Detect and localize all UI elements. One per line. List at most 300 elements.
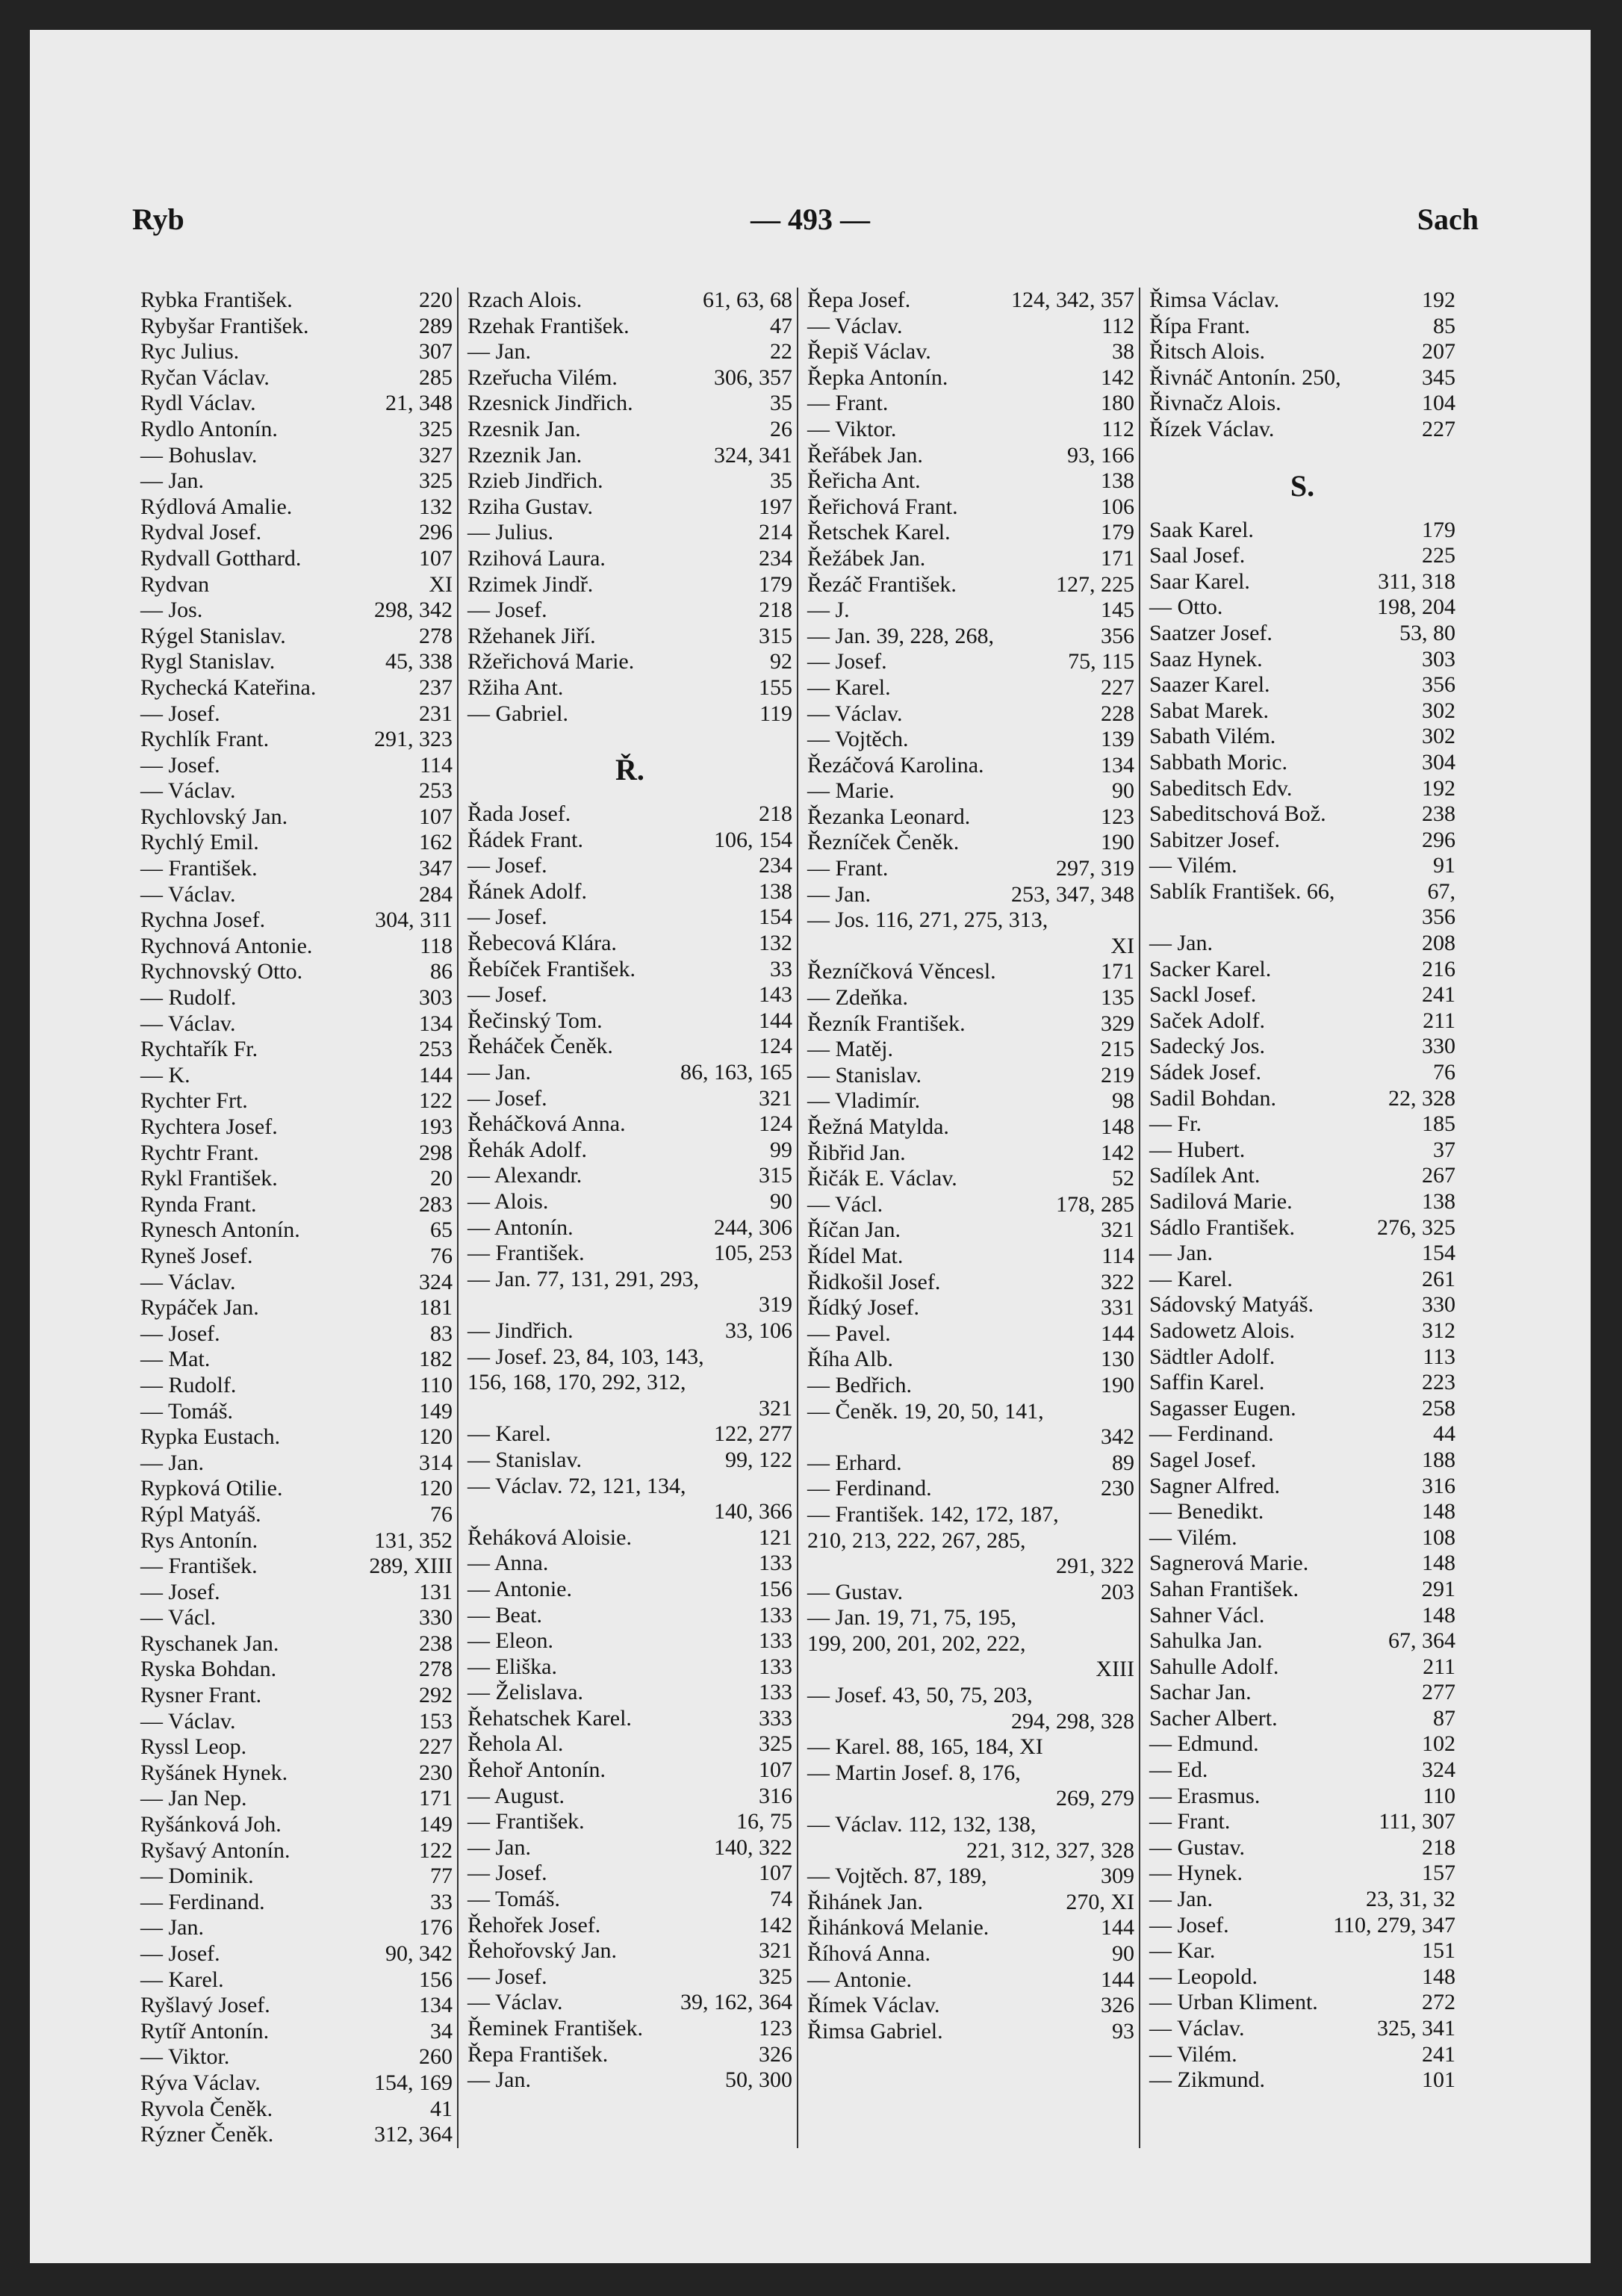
entry-name: — Josef.: [467, 1861, 547, 1886]
entry-name: Řehola Al.: [467, 1731, 564, 1757]
entry-name: — Josef. 43, 50, 75, 203,: [807, 1683, 1033, 1708]
index-entry: [1149, 1680, 1455, 1706]
index-column-3: [797, 288, 1139, 2148]
entry-name: Sabeditschová Bož.: [1149, 801, 1326, 827]
entry-page-refs: 99: [770, 1137, 792, 1162]
entry-name: — Erhard.: [807, 1450, 902, 1475]
entry-page-refs: 253, 347, 348: [1011, 881, 1134, 907]
index-entry: [140, 1760, 453, 1787]
entry-page-refs: 112: [1101, 416, 1134, 441]
entry-page-refs: 122: [419, 1837, 453, 1863]
entry-name: — Bohuslav.: [140, 442, 258, 468]
entry-name: — Jan. 39, 228, 268,: [807, 623, 994, 648]
index-entry: [807, 520, 1134, 546]
entry-page-refs: 192: [1422, 775, 1455, 801]
entry-name: Řihánková Melanie.: [807, 1915, 989, 1940]
entry-name: Řádek Frant.: [467, 827, 583, 852]
index-entry: [140, 753, 453, 779]
index-entry: [140, 314, 453, 340]
index-entry: [807, 2019, 1134, 2045]
entry-page-refs: 120: [419, 1476, 453, 1501]
entry-name: — Karel.: [807, 674, 891, 700]
entry-page-refs: 22: [770, 339, 792, 364]
entry-page-refs: 267: [1422, 1163, 1455, 1188]
entry-page-refs: 283: [419, 1191, 453, 1217]
index-entry: [1149, 1267, 1455, 1293]
entry-page-refs: 113: [1423, 1344, 1455, 1369]
entry-name: Saak Karel.: [1149, 517, 1254, 542]
entry-name: — Josef.: [140, 1321, 220, 1346]
entry-page-refs: 214: [759, 520, 792, 545]
index-entry: [807, 1141, 1134, 1167]
entry-name: Sádek Josef.: [1149, 1060, 1261, 1085]
entry-page-refs: 156: [419, 1967, 453, 1992]
index-entry: [140, 701, 453, 727]
index-entry: [1149, 1628, 1455, 1654]
entry-page-refs: 231: [419, 701, 453, 726]
index-entry: [140, 1967, 453, 1994]
entry-name: — Beat.: [467, 1602, 542, 1628]
index-entry: [140, 391, 453, 417]
entry-name: — Josef. 23, 84, 103, 143,: [467, 1344, 704, 1369]
entry-page-refs: 278: [419, 1657, 453, 1682]
index-entry: [140, 1683, 453, 1709]
index-entry: [1149, 2042, 1455, 2068]
entry-page-refs: 228: [1101, 701, 1134, 726]
index-entry: [1149, 698, 1455, 725]
index-entry: [1149, 1241, 1455, 1267]
entry-name: Řežábek Jan.: [807, 545, 926, 571]
entry-name: Rys Antonín.: [140, 1527, 258, 1553]
entry-page-refs: 356: [1101, 623, 1134, 648]
entry-name: Rydlo Antonín.: [140, 416, 278, 441]
entry-name: Rybyšar František.: [140, 313, 309, 338]
entry-page-refs: 138: [1422, 1189, 1455, 1214]
index-entry: [1149, 647, 1455, 673]
index-entry: [807, 1321, 1134, 1347]
index-entry: [807, 1166, 1134, 1192]
entry-page-refs: 106: [1101, 494, 1134, 519]
entry-name: Rzesnik Jan.: [467, 416, 581, 441]
index-entry: [140, 1476, 453, 1502]
entry-page-refs: 123: [1101, 804, 1134, 829]
entry-page-refs: 306, 357: [714, 364, 792, 390]
index-entry: [467, 2042, 792, 2068]
index-entry: [1149, 1887, 1455, 1913]
entry-page-refs: 347: [419, 856, 453, 881]
index-entry: [140, 2097, 453, 2123]
entry-page-refs: 107: [759, 1757, 792, 1783]
entry-name: Řečinský Tom.: [467, 1008, 603, 1033]
entry-page-refs: 107: [419, 804, 453, 829]
entry-name: Sablík František. 66,: [1149, 878, 1335, 904]
entry-name: — Fr.: [1149, 1111, 1202, 1137]
entry-page-refs: 330: [419, 1605, 453, 1631]
index-entry: [467, 1474, 792, 1500]
index-entry: [467, 1628, 792, 1654]
entry-page-refs: 253: [419, 1037, 453, 1062]
index-entry: [467, 879, 792, 905]
index-entry: [807, 572, 1134, 598]
index-entry: [1149, 1396, 1455, 1422]
entry-page-refs: 208: [1422, 931, 1455, 956]
index-entry-continuation: [807, 1786, 1134, 1812]
index-entry: [140, 572, 453, 598]
index-entry: [467, 1138, 792, 1164]
index-column-4: [1139, 288, 1460, 2148]
entry-name: — Josef.: [467, 982, 547, 1008]
entry-page-refs: 102: [1422, 1731, 1455, 1757]
index-entry: [1149, 1861, 1455, 1887]
index-entry: [1149, 1577, 1455, 1603]
entry-name: Řepiš Václav.: [807, 339, 931, 364]
entry-page-refs: 179: [1101, 520, 1134, 545]
entry-page-refs: 149: [419, 1812, 453, 1837]
index-entry: [467, 1370, 792, 1396]
index-entry: [140, 1141, 453, 1167]
index-entry: [1149, 1835, 1455, 1861]
index-entry: [140, 1502, 453, 1528]
entry-page-refs: 192: [1422, 288, 1455, 312]
index-entry: [140, 1270, 453, 1296]
entry-name: — Jan.: [140, 1915, 204, 1940]
entry-page-refs: 74: [770, 1887, 792, 1912]
index-entry-continuation: [807, 1838, 1134, 1864]
index-entry-continuation: [467, 1292, 792, 1318]
entry-page-refs: 118: [420, 933, 453, 958]
entry-page-refs: 181: [419, 1295, 453, 1321]
entry-name: — Edmund.: [1149, 1731, 1259, 1757]
index-entry: [140, 882, 453, 908]
index-entry: [807, 985, 1134, 1011]
entry-name: Sahulle Adolf.: [1149, 1654, 1279, 1679]
entry-page-refs: 77: [430, 1864, 453, 1889]
entry-page-refs: 140, 366: [714, 1499, 792, 1524]
index-entry: [140, 288, 453, 314]
index-entry: [1149, 595, 1455, 621]
index-entry: [140, 675, 453, 701]
index-entry: [807, 1192, 1134, 1218]
entry-page-refs: 21, 348: [385, 391, 453, 416]
index-entry: [140, 1528, 453, 1554]
entry-name: 210, 213, 222, 267, 285,: [807, 1527, 1026, 1553]
index-entry: [140, 2044, 453, 2070]
index-entry: [140, 1838, 453, 1864]
index-entry: [807, 1373, 1134, 1399]
entry-page-refs: 131: [419, 1579, 453, 1604]
entry-page-refs: 90, 342: [385, 1941, 453, 1966]
entry-page-refs: 176: [419, 1915, 453, 1940]
index-entry: [467, 1757, 792, 1784]
entry-page-refs: 330: [1422, 1034, 1455, 1059]
entry-page-refs: 145: [1101, 598, 1134, 623]
entry-page-refs: 110: [420, 1372, 453, 1397]
entry-page-refs: 35: [770, 391, 792, 416]
entry-page-refs: 157: [1422, 1861, 1455, 1886]
index-entry: [467, 931, 792, 957]
entry-name: — Josef.: [140, 752, 220, 778]
entry-page-refs: 315: [759, 1163, 792, 1188]
index-entry: [807, 1734, 1134, 1760]
entry-page-refs: 122: [419, 1088, 453, 1114]
entry-name: Řivnačz Alois.: [1149, 391, 1281, 416]
entry-page-refs: 67,: [1427, 878, 1455, 904]
entry-page-refs: 272: [1422, 1990, 1455, 2015]
index-entry: [1149, 1318, 1455, 1344]
index-entry: [1149, 801, 1455, 828]
index-entry: [807, 959, 1134, 985]
entry-name: Řepka Antonín.: [807, 364, 948, 390]
entry-name: — Urban Kliment.: [1149, 1990, 1318, 2015]
index-entry: [1149, 365, 1455, 391]
index-entry: [467, 417, 792, 443]
entry-name: — Hynek.: [1149, 1861, 1243, 1886]
entry-name: — Josef.: [140, 701, 220, 726]
entry-page-refs: 53, 80: [1399, 620, 1455, 645]
entry-page-refs: 316: [759, 1783, 792, 1808]
entry-name: Řízek Václav.: [1149, 416, 1275, 441]
entry-page-refs: 148: [1422, 1602, 1455, 1628]
index-entry: [1149, 1138, 1455, 1164]
entry-page-refs: 91: [1433, 853, 1455, 878]
entry-page-refs: 297, 319: [1056, 856, 1134, 881]
entry-page-refs: 171: [1101, 959, 1134, 984]
index-entry: [467, 1887, 792, 1913]
index-entry-continuation: [807, 1657, 1134, 1683]
entry-name: — Gustav.: [1149, 1834, 1246, 1860]
index-entry: [1149, 1551, 1455, 1577]
entry-name: — Otto.: [1149, 595, 1223, 620]
entry-name: Ryneš Josef.: [140, 1243, 253, 1268]
entry-page-refs: 154: [1422, 1241, 1455, 1266]
entry-name: Řezníčková Věncesl.: [807, 959, 996, 984]
entry-name: Řitsch Alois.: [1149, 339, 1266, 364]
index-entry: [467, 1163, 792, 1189]
header-left-catchword: Ryb: [132, 202, 184, 236]
entry-page-refs: 304, 311: [375, 907, 453, 933]
entry-page-refs: 241: [1422, 2041, 1455, 2067]
entry-name: Rychlovský Jan.: [140, 804, 288, 829]
entry-name: Rychtera Josef.: [140, 1114, 278, 1139]
entry-page-refs: 302: [1422, 698, 1455, 723]
index-entry: [467, 1577, 792, 1603]
entry-name: Saatzer Josef.: [1149, 620, 1273, 645]
entry-page-refs: 241: [1422, 982, 1455, 1008]
entry-page-refs: 89: [1112, 1450, 1134, 1475]
index-entry: [807, 314, 1134, 340]
entry-name: — Josef.: [140, 1941, 220, 1966]
entry-page-refs: 135: [1101, 985, 1134, 1011]
index-entry: [140, 985, 453, 1011]
entry-page-refs: 230: [419, 1760, 453, 1785]
index-entry: [140, 1812, 453, 1838]
entry-name: — Karel.: [1149, 1266, 1233, 1291]
entry-name: Ryšlavý Josef.: [140, 1993, 270, 2018]
entry-name: — Frant.: [807, 856, 889, 881]
entry-name: Rzesnick Jindřich.: [467, 391, 633, 416]
entry-page-refs: 144: [1101, 1967, 1134, 1992]
entry-page-refs: 124: [759, 1034, 792, 1059]
index-entry: [140, 1217, 453, 1244]
entry-page-refs: 223: [1422, 1370, 1455, 1395]
entry-page-refs: 65: [430, 1217, 453, 1243]
entry-page-refs: 124: [759, 1111, 792, 1137]
entry-name: — Jos. 116, 271, 275, 313,: [807, 907, 1048, 933]
entry-name: — Jan. 77, 131, 291, 293,: [467, 1266, 699, 1291]
entry-name: Ryvola Čeněk.: [140, 2096, 273, 2121]
index-entry: [807, 1450, 1134, 1477]
entry-page-refs: 180: [1101, 391, 1134, 416]
index-entry: [467, 598, 792, 624]
index-entry: [807, 1605, 1134, 1631]
index-entry: [807, 649, 1134, 675]
entry-page-refs: 34: [430, 2018, 453, 2044]
index-entry: [1149, 1189, 1455, 1215]
index-entry: [1149, 1757, 1455, 1784]
index-entry: [807, 727, 1134, 753]
entry-page-refs: 39, 162, 364: [680, 1990, 792, 2015]
entry-page-refs: 294, 298, 328: [1011, 1708, 1134, 1734]
entry-page-refs: 327: [419, 442, 453, 468]
entry-page-refs: 148: [1422, 1964, 1455, 1989]
entry-name: — František.: [467, 1241, 585, 1266]
entry-name: Rydvan: [140, 571, 210, 597]
entry-page-refs: 132: [419, 494, 453, 519]
entry-name: — Gabriel.: [467, 701, 568, 726]
entry-name: Rydvall Gotthard.: [140, 545, 302, 571]
entry-name: Rzeřucha Vilém.: [467, 364, 618, 390]
index-entry: [140, 649, 453, 675]
entry-name: — Kar.: [1149, 1938, 1216, 1964]
index-entry: [1149, 1344, 1455, 1371]
index-entry: [807, 1399, 1134, 1425]
entry-name: — Antonie.: [467, 1576, 572, 1601]
entry-name: Rychecká Kateřina.: [140, 674, 317, 700]
index-entry: [467, 1680, 792, 1706]
entry-name: — Václav.: [140, 1269, 236, 1294]
entry-name: — Hubert.: [1149, 1137, 1246, 1162]
entry-name: Ryschanek Jan.: [140, 1631, 279, 1656]
index-entry: [1149, 621, 1455, 647]
entry-name: Řeháková Aloisie.: [467, 1524, 632, 1550]
index-entry: [807, 1217, 1134, 1244]
entry-page-refs: 148: [1422, 1551, 1455, 1576]
index-entry: [467, 1034, 792, 1060]
index-entry: [467, 339, 792, 365]
entry-name: — Želislava.: [467, 1680, 583, 1705]
entry-page-refs: 37: [1433, 1137, 1455, 1162]
entry-name: Sahan František.: [1149, 1576, 1299, 1601]
index-entry: [1149, 957, 1455, 983]
index-entry: [140, 1864, 453, 1890]
index-entry: [1149, 1421, 1455, 1448]
entry-name: — Stanislav.: [807, 1062, 922, 1088]
index-entry: [1149, 724, 1455, 750]
entry-name: Ryšánek Hynek.: [140, 1760, 288, 1785]
entry-page-refs: 92: [770, 649, 792, 674]
entry-name: Římek Václav.: [807, 1993, 940, 2018]
entry-name: — August.: [467, 1783, 565, 1808]
entry-page-refs: 104: [1422, 391, 1455, 416]
entry-page-refs: 153: [419, 1708, 453, 1734]
entry-name: Řehoř Antonín.: [467, 1757, 606, 1783]
entry-page-refs: 156: [759, 1576, 792, 1601]
entry-name: Rybka František.: [140, 288, 293, 312]
index-entry: [807, 468, 1134, 494]
index-entry: [140, 1605, 453, 1631]
entry-page-refs: 144: [419, 1062, 453, 1088]
index-entry: [467, 1913, 792, 1939]
index-entry: [1149, 2016, 1455, 2042]
entry-page-refs: 312: [1422, 1318, 1455, 1343]
index-entry: [140, 1915, 453, 1941]
entry-name: — Jan.: [467, 2067, 531, 2093]
index-entry: [807, 1347, 1134, 1373]
entry-name: Řimsa Gabriel.: [807, 2018, 943, 2044]
entry-page-refs: 325: [419, 416, 453, 441]
entry-page-refs: 26: [770, 416, 792, 441]
entry-name: — Karel.: [140, 1967, 224, 1992]
entry-page-refs: 75, 115: [1068, 649, 1134, 674]
index-entry: [807, 365, 1134, 391]
entry-name: Řezníček Čeněk.: [807, 830, 960, 855]
entry-page-refs: 278: [419, 623, 453, 648]
entry-page-refs: 87: [1433, 1705, 1455, 1731]
entry-page-refs: 289: [419, 313, 453, 338]
entry-name: Rykl František.: [140, 1166, 278, 1191]
entry-name: — Alois.: [467, 1189, 549, 1214]
index-entry: [140, 1373, 453, 1399]
index-entry: [1149, 672, 1455, 698]
entry-page-refs: 76: [430, 1243, 453, 1268]
entry-page-refs: 261: [1422, 1266, 1455, 1291]
index-entry: [807, 830, 1134, 856]
entry-page-refs: 302: [1422, 724, 1455, 749]
entry-page-refs: 193: [419, 1114, 453, 1139]
entry-name: — Ferdinand.: [807, 1476, 932, 1501]
index-entry: [1149, 339, 1455, 365]
entry-page-refs: 225: [1422, 543, 1455, 568]
index-entry: [140, 1993, 453, 2019]
index-entry: [467, 1267, 792, 1293]
entry-page-refs: 148: [1101, 1114, 1134, 1139]
entry-page-refs: 314: [419, 1450, 453, 1475]
entry-page-refs: 45, 338: [385, 649, 453, 674]
entry-name: Říhová Anna.: [807, 1941, 930, 1966]
entry-page-refs: 143: [759, 982, 792, 1008]
entry-name: Řehořovský Jan.: [467, 1938, 617, 1964]
index-entry: [140, 1554, 453, 1580]
index-entry: [467, 1654, 792, 1681]
entry-name: Řeminek František.: [467, 2016, 643, 2041]
entry-name: — František.: [467, 1809, 585, 1834]
index-entry: [467, 1008, 792, 1034]
entry-page-refs: 93, 166: [1067, 442, 1134, 468]
entry-name: Sackl Josef.: [1149, 982, 1257, 1008]
entry-name: — Vilém.: [1149, 2041, 1237, 2067]
entry-page-refs: 277: [1422, 1680, 1455, 1705]
entry-page-refs: 234: [759, 545, 792, 571]
entry-page-refs: XI: [429, 571, 453, 597]
entry-page-refs: 90: [1112, 778, 1134, 804]
index-entry: [1149, 1913, 1455, 1939]
entry-page-refs: 67, 364: [1388, 1628, 1455, 1654]
entry-name: — Antonín.: [467, 1214, 574, 1240]
index-entry: [807, 1890, 1134, 1916]
entry-page-refs: 134: [1101, 752, 1134, 778]
index-entry: [140, 804, 453, 831]
entry-page-refs: 20: [430, 1166, 453, 1191]
